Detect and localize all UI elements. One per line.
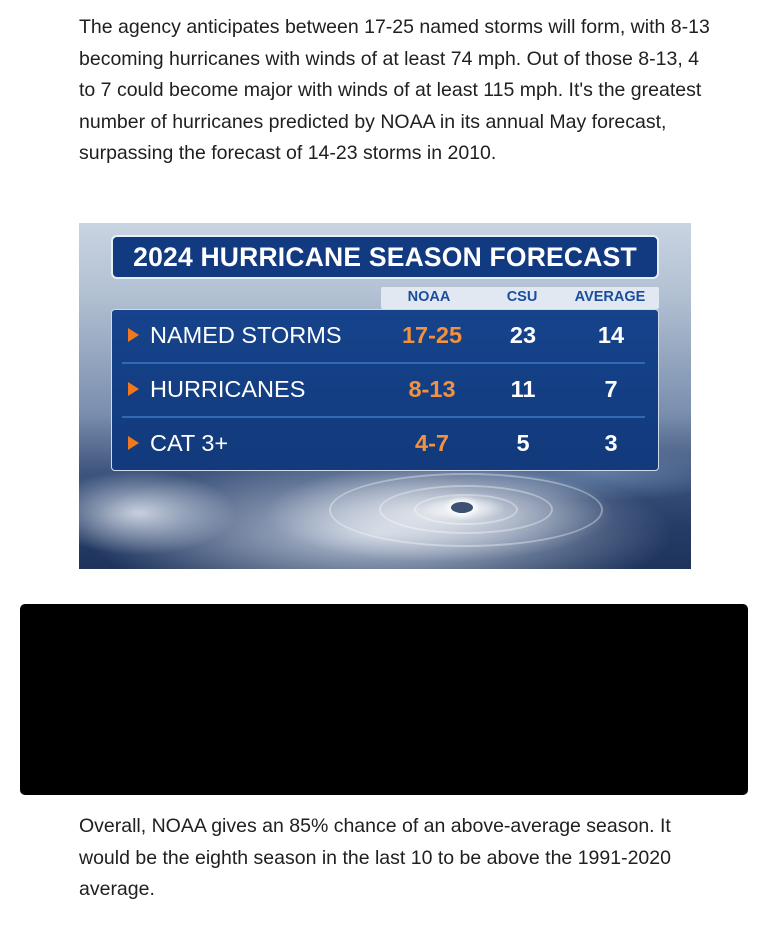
csu-value: 5 — [516, 430, 530, 456]
column-header-noaa: NOAA — [407, 289, 451, 305]
average-value: 3 — [604, 430, 618, 456]
video-player[interactable] — [20, 604, 748, 795]
article-paragraph: Overall, NOAA gives an 85% chance of an above-average season. It would be the eighth season in the last 10 to be above the 1991-2020 average. — [79, 815, 671, 900]
hurricane-eye — [451, 502, 473, 513]
csu-value: 11 — [510, 376, 536, 402]
column-header-csu: CSU — [506, 289, 538, 305]
noaa-value: 8-13 — [408, 376, 456, 402]
arrow-right-icon — [128, 328, 139, 342]
average-value: 7 — [604, 376, 618, 402]
arrow-right-icon — [128, 382, 139, 396]
column-headers — [381, 287, 659, 309]
table-row — [112, 364, 657, 418]
average-value: 14 — [597, 322, 625, 348]
hurricane-forecast-graphic — [79, 223, 691, 569]
noaa-value: 4-7 — [415, 430, 449, 456]
row-label: HURRICANES — [150, 376, 306, 402]
table-row — [112, 310, 657, 364]
forecast-table — [111, 309, 659, 471]
row-label: NAMED STORMS — [150, 322, 342, 348]
table-row — [112, 418, 657, 472]
arrow-right-icon — [128, 436, 139, 450]
csu-value: 23 — [509, 322, 537, 348]
row-label: CAT 3+ — [150, 430, 229, 456]
column-header-average: AVERAGE — [574, 289, 646, 305]
noaa-value: 17-25 — [401, 322, 463, 348]
article-paragraph: The agency anticipates between 17-25 named storms will form, with 8-13 becoming hurricanes with winds of at least 74 mph. Out of those 8-13, 4 to 7 could become major with winds of at least 115 mph. It's the greatest number of hurricanes predicted by NOAA in its annual May forecast, surpassing the forecast of 14-23 storms in 2010. — [79, 16, 710, 164]
graphic-title: 2024 HURRICANE SEASON FORECAST — [111, 235, 659, 279]
